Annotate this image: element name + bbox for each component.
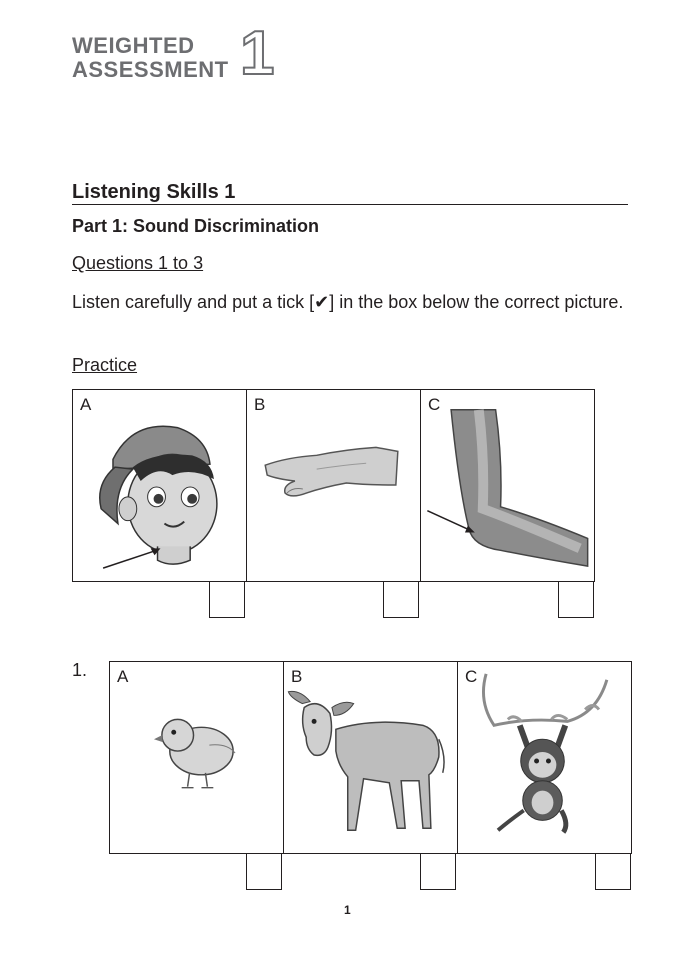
question1-option-c [458, 662, 631, 853]
question1-tick-box-b[interactable] [420, 854, 456, 890]
assessment-number: 1 [240, 19, 275, 88]
boy-with-cap-neck-icon [73, 390, 246, 581]
section-title: Listening Skills 1 [72, 181, 236, 203]
question1-tick-box-a[interactable] [246, 854, 282, 890]
question1-tick-box-c[interactable] [595, 854, 631, 890]
part-title: Part 1: Sound Discrimination [72, 216, 320, 236]
option-letter: C [465, 667, 478, 686]
monkey-icon [458, 662, 631, 853]
option-letter: B [291, 667, 303, 686]
option-letter: A [80, 395, 92, 414]
question1-picture-grid [109, 661, 632, 854]
practice-tick-box-b[interactable] [383, 582, 419, 618]
page-number: 1 [344, 903, 351, 917]
assessment-title [72, 34, 242, 82]
practice-option-c [421, 390, 594, 581]
option-letter: A [117, 667, 129, 686]
calf-icon [284, 662, 457, 853]
question-number: 1. [72, 660, 88, 680]
assessment-title-line2: ASSESSMENT [72, 57, 229, 82]
practice-option-a [73, 390, 247, 581]
practice-tick-box-a[interactable] [209, 582, 245, 618]
instruction-text: Listen carefully and put a tick [✔] in the box below the correct picture. [72, 292, 624, 312]
assessment-title-line1: WEIGHTED [72, 33, 195, 58]
section-divider [72, 204, 628, 205]
question1-option-b [284, 662, 458, 853]
chick-icon [110, 662, 283, 853]
question1-option-a [110, 662, 284, 853]
option-letter: C [428, 395, 441, 414]
practice-tick-box-c[interactable] [558, 582, 594, 618]
option-letter: B [254, 395, 266, 414]
practice-picture-grid [72, 389, 595, 582]
hand-icon [247, 390, 420, 581]
practice-option-b [247, 390, 421, 581]
practice-label: Practice [72, 355, 138, 375]
elbow-arm-icon [421, 390, 594, 581]
questions-label: Questions 1 to 3 [72, 253, 204, 273]
